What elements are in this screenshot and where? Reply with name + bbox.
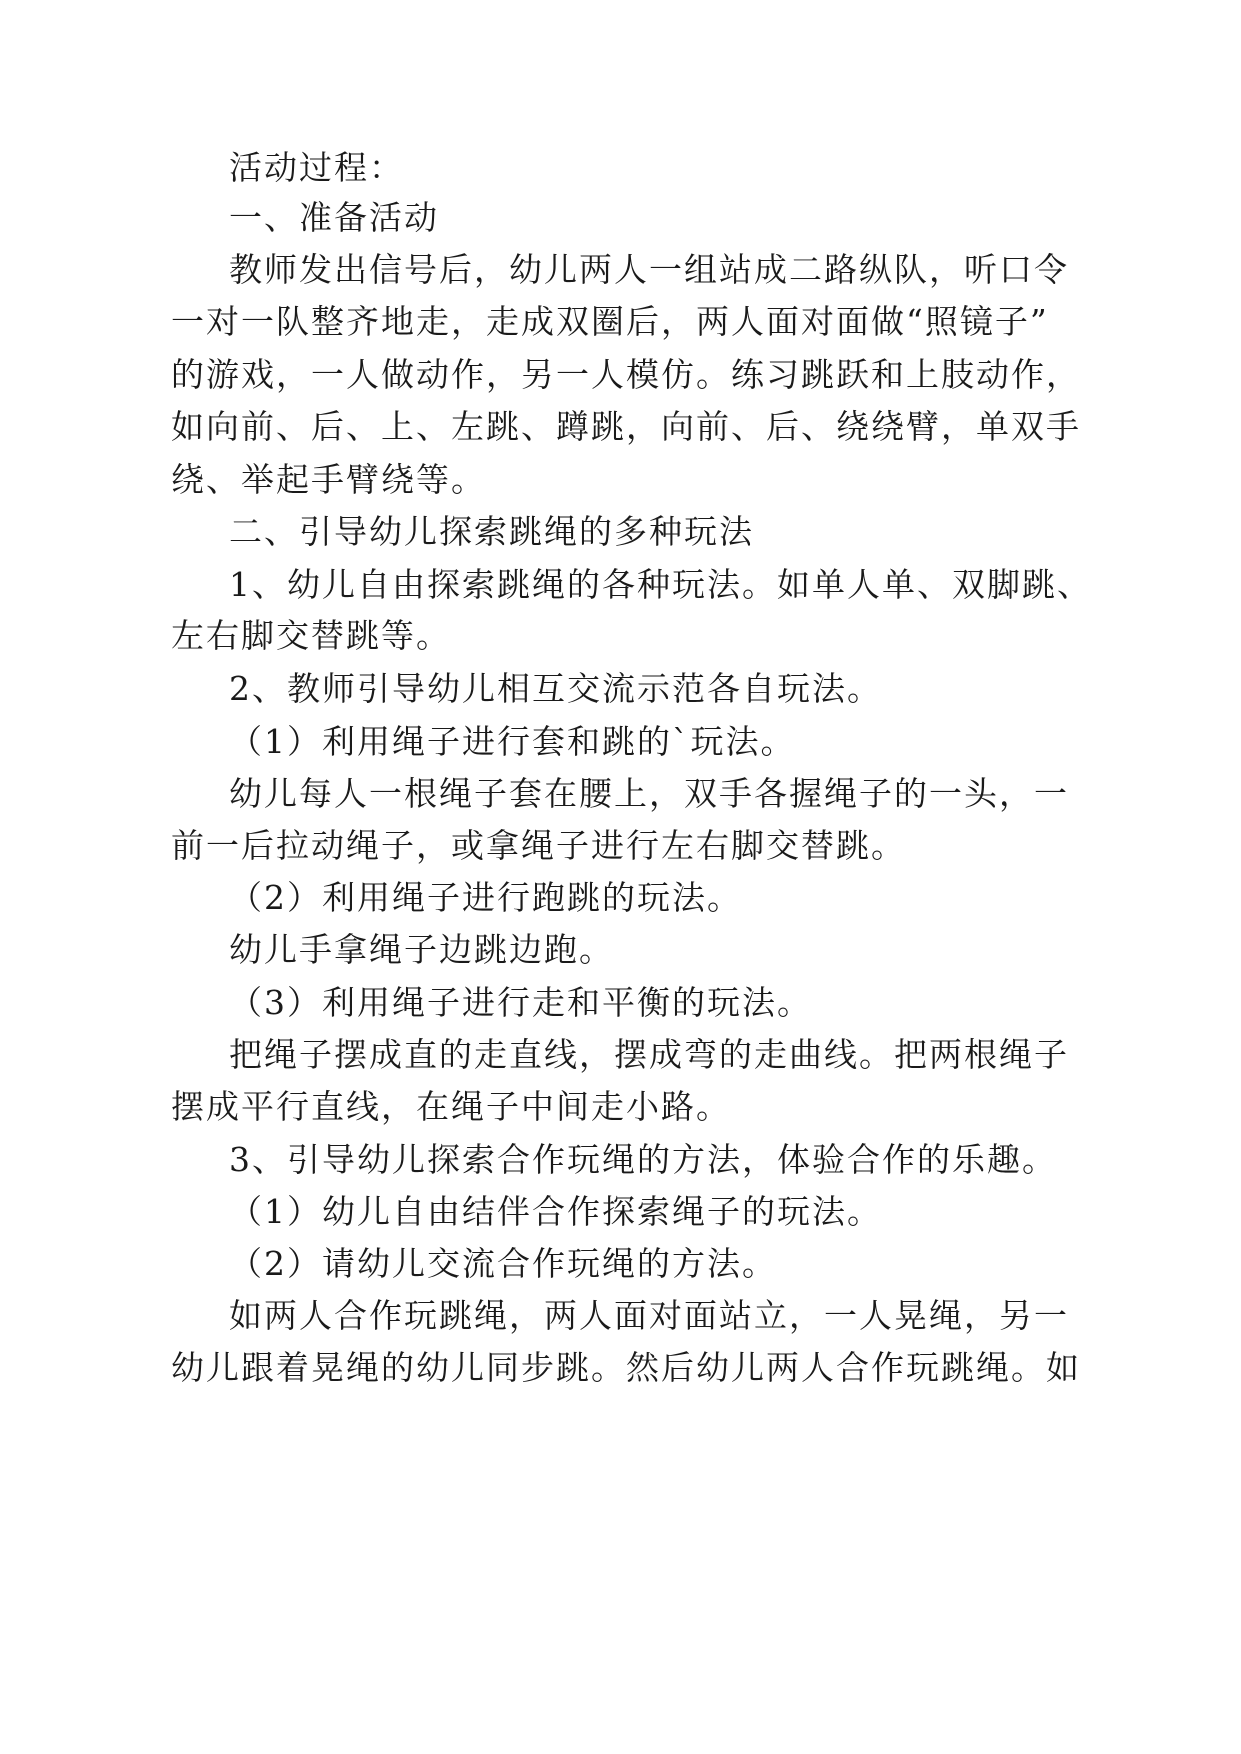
- text-line: 1、幼儿自由探索跳绳的各种玩法。如单人单、双脚跳、: [229, 565, 1092, 604]
- text-line: 摆成平行直线，在绳子中间走小路。: [171, 1087, 731, 1126]
- text-line: 如两人合作玩跳绳，两人面对面站立，一人晃绳，另一: [229, 1296, 1069, 1335]
- text-line: 一对一队整齐地走，走成双圈后，两人面对面做“照镜子”: [171, 302, 1049, 341]
- text-line: （2）利用绳子进行跑跳的玩法。: [229, 878, 742, 917]
- text-line: 左右脚交替跳等。: [171, 616, 451, 655]
- section-heading-preparation: 一、准备活动: [229, 198, 439, 237]
- text-line: 2、教师引导幼儿相互交流示范各自玩法。: [229, 669, 882, 708]
- text-line: （1）幼儿自由结伴合作探索绳子的玩法。: [229, 1192, 882, 1231]
- text-line: 3、引导幼儿探索合作玩绳的方法，体验合作的乐趣。: [229, 1140, 1057, 1179]
- text-line: 如向前、后、上、左跳、蹲跳，向前、后、绕绕臂，单双手: [171, 407, 1081, 446]
- text-line: 前一后拉动绳子，或拿绳子进行左右脚交替跳。: [171, 826, 906, 865]
- text-line: 幼儿每人一根绳子套在腰上，双手各握绳子的一头，一: [229, 774, 1069, 813]
- text-line: 幼儿跟着晃绳的幼儿同步跳。然后幼儿两人合作玩跳绳。如: [171, 1348, 1081, 1387]
- section-heading-explore-rope: 二、引导幼儿探索跳绳的多种玩法: [229, 512, 754, 551]
- text-line: 幼儿手拿绳子边跳边跑。: [229, 930, 614, 969]
- section-heading-activity-process: 活动过程：: [229, 148, 404, 187]
- text-line: （2）请幼儿交流合作玩绳的方法。: [229, 1244, 777, 1283]
- text-line: （1）利用绳子进行套和跳的`玩法。: [229, 722, 796, 761]
- text-line: 教师发出信号后，幼儿两人一组站成二路纵队，听口令: [229, 250, 1069, 289]
- text-line: 的游戏，一人做动作，另一人模仿。练习跳跃和上肢动作，: [171, 355, 1081, 394]
- text-line: 绕、举起手臂绕等。: [171, 460, 486, 499]
- text-line: （3）利用绳子进行走和平衡的玩法。: [229, 983, 812, 1022]
- text-line: 把绳子摆成直的走直线，摆成弯的走曲线。把两根绳子: [229, 1035, 1069, 1074]
